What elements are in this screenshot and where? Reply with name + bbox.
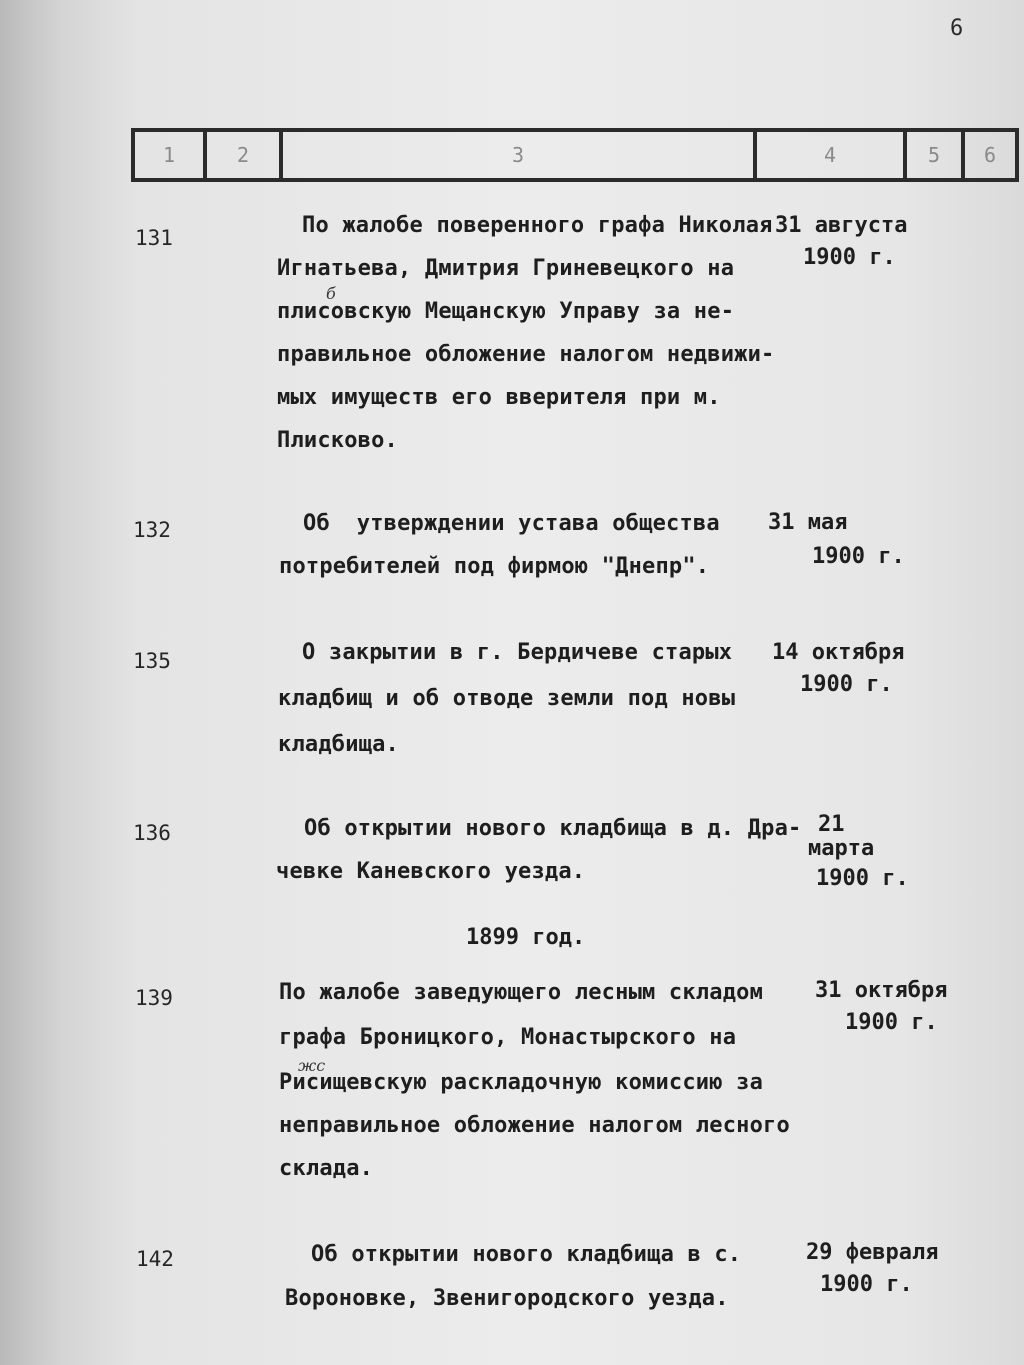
date-line: 1900 г. xyxy=(812,544,905,569)
description-line: Об открытии нового кладбища в с. xyxy=(311,1242,742,1267)
description-line: Об открытии нового кладбища в д. Дра- xyxy=(304,816,802,841)
description-line: потребителей под фирмою "Днепр". xyxy=(279,554,710,579)
entry-number: 142 xyxy=(136,1247,174,1271)
column-header-cell: 1 xyxy=(135,132,207,178)
date-line: 21 xyxy=(818,812,845,837)
date-line: 1900 г. xyxy=(816,866,909,891)
column-header-cell: 2 xyxy=(207,132,283,178)
date-line: 31 октября xyxy=(815,978,948,1003)
entry-number: 131 xyxy=(135,226,173,250)
entry-date xyxy=(808,812,928,902)
entry-description xyxy=(276,816,802,896)
entry-description xyxy=(285,1242,785,1322)
entry-date xyxy=(775,213,925,283)
column-header-cell: 3 xyxy=(283,132,757,178)
date-line: 1900 г. xyxy=(845,1010,938,1035)
description-line: мых имуществ его вверителя при м. xyxy=(277,385,721,410)
description-line: Плисково. xyxy=(277,428,399,453)
entry-description xyxy=(277,213,777,473)
entry-date xyxy=(772,640,922,710)
entry-number: 132 xyxy=(133,518,171,542)
description-line: кладбищ и об отводе земли под новы xyxy=(278,686,736,711)
entry-number: 139 xyxy=(135,986,173,1010)
entry-date xyxy=(806,1240,966,1310)
description-line: По жалобе поверенного графа Николая xyxy=(302,213,773,238)
description-line: правильное обложение налогом недвижи- xyxy=(277,342,775,367)
description-line: склада. xyxy=(279,1156,374,1181)
description-line: графа Броницкого, Монастырского на xyxy=(279,1025,737,1050)
date-line: 1900 г. xyxy=(800,672,893,697)
date-line: 1900 г. xyxy=(820,1272,913,1297)
date-line: 31 августа xyxy=(775,213,908,238)
description-line: Об утверждении устава общества xyxy=(303,511,720,536)
description-line: По жалобе заведующего лесным складом xyxy=(279,980,764,1005)
description-line: Игнатьева, Дмитрия Гриневецкого на xyxy=(277,256,735,281)
handwritten-correction: б xyxy=(326,284,336,303)
date-line: 1900 г. xyxy=(803,245,896,270)
page-number: 6 xyxy=(950,16,964,41)
description-line: О закрытии в г. Бердичеве старых xyxy=(302,640,733,665)
date-line: 31 мая xyxy=(768,510,848,535)
description-line: неправильное обложение налогом лесного xyxy=(279,1113,790,1138)
entry-description xyxy=(279,980,799,1180)
date-line: марта xyxy=(808,836,875,861)
bleed-through-mark xyxy=(40,200,52,223)
entry-date xyxy=(815,978,965,1048)
handwritten-correction: жс xyxy=(298,1056,326,1075)
year-heading: 1899 год. xyxy=(466,925,586,950)
column-header-cell: 5 xyxy=(907,132,965,178)
entry-description xyxy=(278,640,758,770)
column-header-cell: 6 xyxy=(983,143,997,167)
entry-description xyxy=(279,511,759,591)
entry-number: 136 xyxy=(133,821,171,845)
description-line: Вороновке, Звенигородского уезда. xyxy=(285,1286,729,1311)
date-line: 29 февраля xyxy=(806,1240,939,1265)
description-line: чевке Каневского уезда. xyxy=(276,859,586,884)
column-header-row xyxy=(131,128,1019,182)
date-line: 14 октября xyxy=(772,640,905,665)
entry-date xyxy=(768,510,918,580)
entry-number: 135 xyxy=(133,649,171,673)
description-line: Рисищевскую раскладочную комиссию за xyxy=(279,1070,764,1095)
description-line: плисовскую Мещанскую Управу за не- xyxy=(277,299,735,324)
column-header-cell: 4 xyxy=(757,132,907,178)
description-line: кладбища. xyxy=(278,732,400,757)
